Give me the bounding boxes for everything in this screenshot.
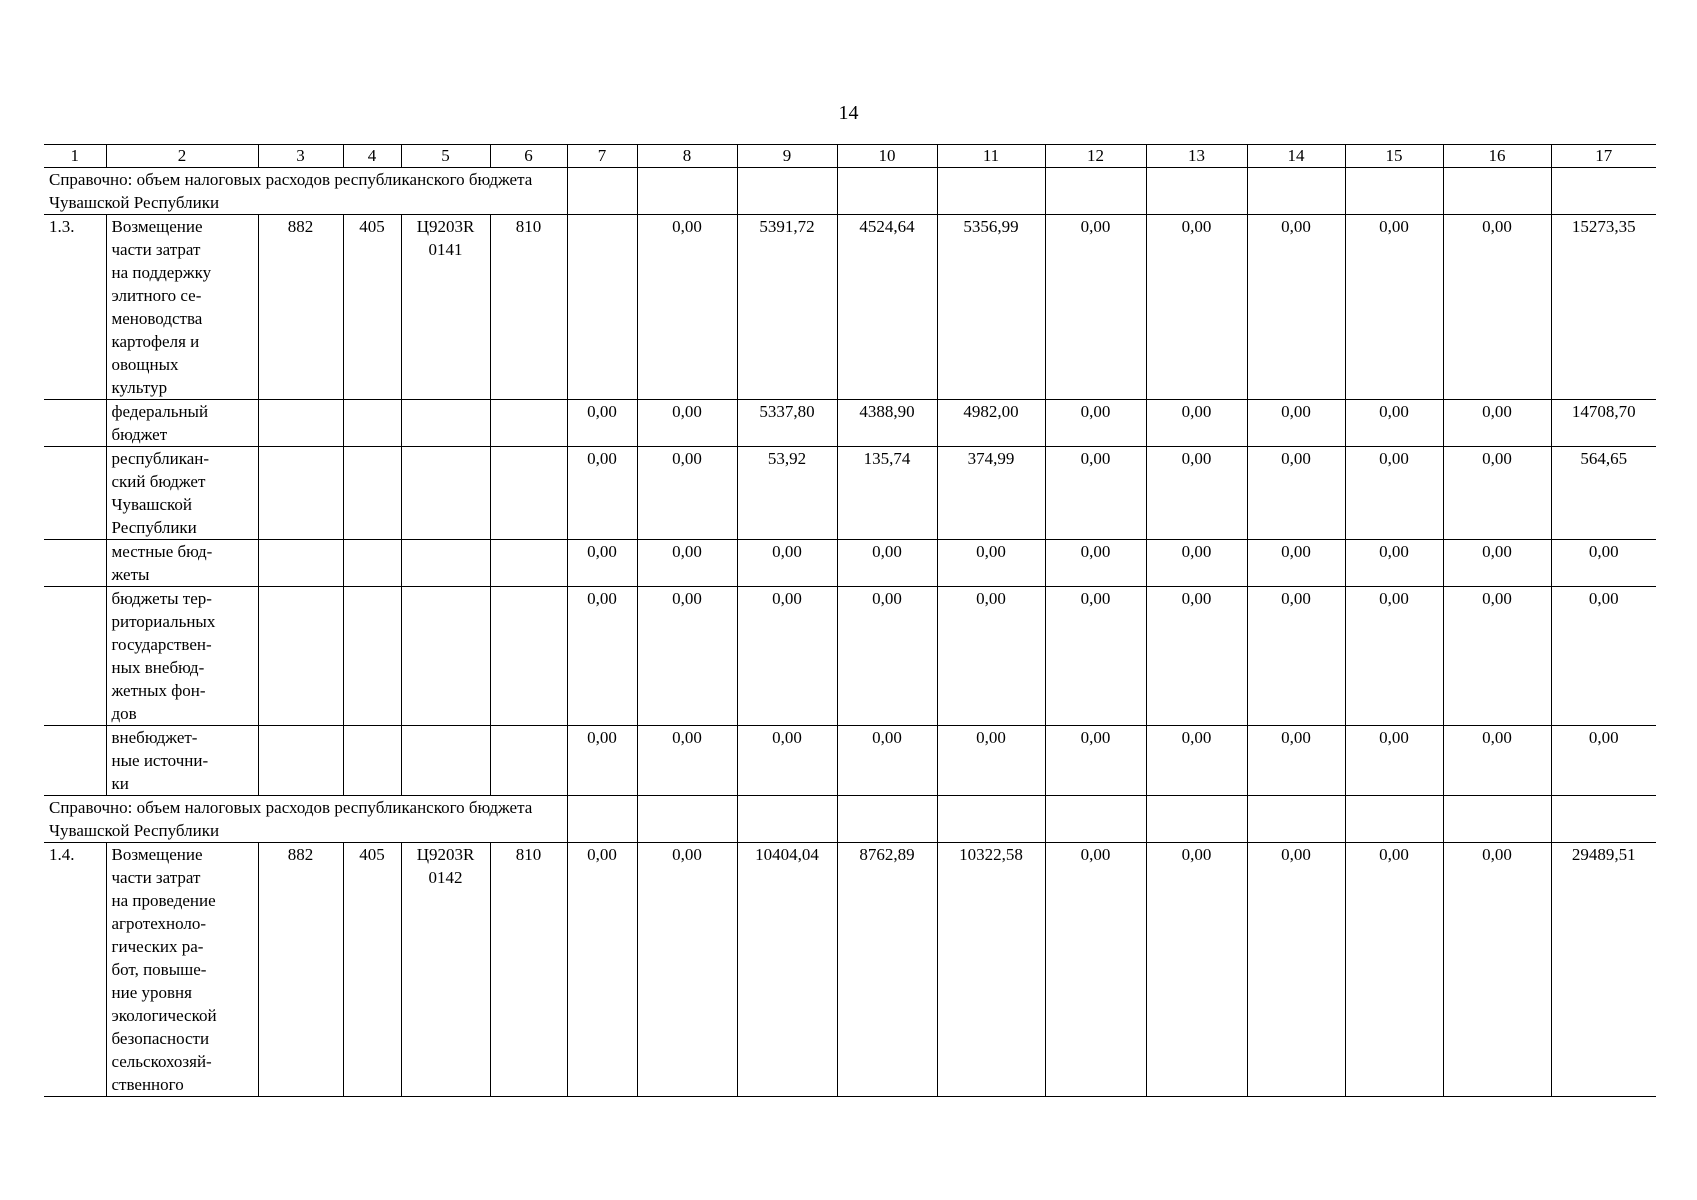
value-cell: 0,00 [1045,400,1146,447]
empty-cell [937,168,1045,215]
empty-cell [490,447,567,540]
value-cell: 0,00 [1443,843,1551,1097]
item-name-line: ственного [111,1075,184,1094]
empty-cell [343,540,401,587]
value-cell: 0,00 [1345,540,1443,587]
value-cell: 0,00 [837,726,937,796]
column-header: 3 [258,145,343,168]
column-header: 16 [1443,145,1551,168]
item-number: 1.4. [44,843,106,1097]
column-header: 14 [1247,145,1345,168]
reference-note: Справочно: объем налоговых расходов республиканского бюджета Чувашской Республики [44,168,567,215]
item-name-line: культур [111,378,168,397]
table-row [44,215,1656,400]
empty-cell [490,726,567,796]
empty-cell [343,587,401,726]
funding-source [106,540,258,587]
value-cell: 0,00 [1551,540,1656,587]
empty-cell [258,400,343,447]
value-cell: 0,00 [837,540,937,587]
item-name-line: агротехноло- [111,914,207,933]
empty-cell [401,587,490,726]
column-header: 9 [737,145,837,168]
funding-source-line: ные источни- [111,751,209,770]
value-cell [567,215,637,400]
table-row [44,843,1656,1097]
code-grbs: 882 [258,843,343,1097]
value-cell: 0,00 [1551,587,1656,726]
table-row [44,168,1656,215]
value-cell: 0,00 [637,400,737,447]
value-cell: 0,00 [1551,726,1656,796]
value-cell: 0,00 [1146,447,1247,540]
value-cell: 0,00 [737,540,837,587]
empty-cell [490,540,567,587]
empty-cell [1247,796,1345,843]
empty-cell [1146,796,1247,843]
value-cell: 0,00 [1146,400,1247,447]
value-cell: 10322,58 [937,843,1045,1097]
table-row [44,796,1656,843]
value-cell: 0,00 [567,587,637,726]
value-cell: 0,00 [1443,215,1551,400]
item-name-line: ние уровня [111,983,192,1002]
value-cell: 0,00 [1146,540,1247,587]
value-cell: 0,00 [1247,843,1345,1097]
column-header: 1 [44,145,106,168]
empty-cell [1045,168,1146,215]
item-name-line: части затрат [111,868,201,887]
value-cell: 0,00 [567,447,637,540]
funding-source-line: жеты [111,565,150,584]
value-cell: 0,00 [637,726,737,796]
code-section: 405 [343,215,401,400]
funding-source-line: бюджеты тер- [111,589,212,608]
value-cell: 4524,64 [837,215,937,400]
empty-cell [567,796,637,843]
funding-source-line: ных внебюд- [111,658,205,677]
table-row [44,540,1656,587]
value-cell: 0,00 [937,540,1045,587]
value-cell: 374,99 [937,447,1045,540]
header-row [44,145,1656,168]
value-cell: 0,00 [837,587,937,726]
empty-cell [737,168,837,215]
value-cell: 0,00 [1045,587,1146,726]
empty-cell [490,400,567,447]
funding-source [106,400,258,447]
column-header: 12 [1045,145,1146,168]
value-cell: 0,00 [1443,587,1551,726]
funding-source-line: риториальных [111,612,216,631]
column-header: 8 [637,145,737,168]
item-name-line: Возмещение [111,845,203,864]
column-header: 2 [106,145,258,168]
column-header: 7 [567,145,637,168]
funding-source-line: федеральный [111,402,209,421]
code-target-line: Ц9203R [416,217,475,236]
value-cell: 0,00 [1146,726,1247,796]
code-expense: 810 [490,843,567,1097]
value-cell: 8762,89 [837,843,937,1097]
value-cell: 0,00 [567,540,637,587]
empty-cell [1146,168,1247,215]
value-cell: 0,00 [1443,400,1551,447]
empty-cell [343,447,401,540]
value-cell: 5337,80 [737,400,837,447]
value-cell: 0,00 [637,447,737,540]
empty-cell [401,726,490,796]
empty-cell [343,400,401,447]
value-cell: 564,65 [1551,447,1656,540]
value-cell: 0,00 [1345,400,1443,447]
value-cell: 0,00 [937,726,1045,796]
item-name-line: безопасности [111,1029,210,1048]
value-cell: 0,00 [1247,726,1345,796]
code-target [401,843,490,1097]
value-cell: 0,00 [1345,447,1443,540]
value-cell: 0,00 [1345,215,1443,400]
empty-cell [837,168,937,215]
value-cell: 135,74 [837,447,937,540]
code-grbs: 882 [258,215,343,400]
empty-cell [258,447,343,540]
table-body [44,145,1656,1097]
empty-cell [1345,168,1443,215]
table-row [44,726,1656,796]
value-cell: 0,00 [1443,540,1551,587]
value-cell: 4982,00 [937,400,1045,447]
empty-cell [1443,168,1551,215]
empty-cell [637,796,737,843]
funding-source-line: республикан- [111,449,210,468]
value-cell: 0,00 [637,587,737,726]
empty-cell [737,796,837,843]
value-cell: 53,92 [737,447,837,540]
value-cell: 0,00 [737,726,837,796]
funding-source-line: государствен- [111,635,212,654]
value-cell: 0,00 [1146,587,1247,726]
value-cell: 29489,51 [1551,843,1656,1097]
funding-source-line: местные бюд- [111,542,213,561]
column-header: 17 [1551,145,1656,168]
value-cell: 0,00 [737,587,837,726]
empty-cell [567,168,637,215]
empty-cell [401,447,490,540]
item-name-line: Возмещение [111,217,203,236]
item-number: 1.3. [44,215,106,400]
value-cell: 0,00 [1045,447,1146,540]
value-cell: 0,00 [937,587,1045,726]
column-header: 11 [937,145,1045,168]
item-name-line: картофеля и [111,332,200,351]
table-row [44,400,1656,447]
value-cell: 0,00 [1045,726,1146,796]
value-cell: 0,00 [1345,726,1443,796]
funding-source [106,447,258,540]
empty-cell [258,540,343,587]
funding-source-line: внебюджет- [111,728,198,747]
item-name-line: бот, повыше- [111,960,207,979]
value-cell: 5391,72 [737,215,837,400]
column-header: 6 [490,145,567,168]
code-target [401,215,490,400]
value-cell: 0,00 [567,843,637,1097]
empty-cell [44,540,106,587]
value-cell: 0,00 [1045,843,1146,1097]
item-name [106,215,258,400]
empty-cell [343,726,401,796]
empty-cell [44,587,106,726]
item-name [106,843,258,1097]
value-cell: 0,00 [1247,447,1345,540]
value-cell: 0,00 [1443,447,1551,540]
funding-source-line: Республики [111,518,197,537]
empty-cell [1551,796,1656,843]
item-name-line: элитного се- [111,286,202,305]
value-cell: 5356,99 [937,215,1045,400]
value-cell: 0,00 [1146,215,1247,400]
funding-source-line: жетных фон- [111,681,206,700]
item-name-line: на проведение [111,891,216,910]
value-cell: 0,00 [1345,843,1443,1097]
code-expense: 810 [490,215,567,400]
value-cell: 0,00 [637,843,737,1097]
code-target-line: 0142 [428,868,463,887]
column-header: 5 [401,145,490,168]
empty-cell [401,540,490,587]
value-cell: 0,00 [567,400,637,447]
code-target-line: Ц9203R [416,845,475,864]
table-row [44,447,1656,540]
value-cell: 0,00 [637,540,737,587]
empty-cell [258,726,343,796]
item-name-line: экологической [111,1006,217,1025]
funding-source [106,726,258,796]
empty-cell [837,796,937,843]
item-name-line: части затрат [111,240,201,259]
value-cell: 4388,90 [837,400,937,447]
funding-source-line: бюджет [111,425,168,444]
column-header: 15 [1345,145,1443,168]
funding-source [106,587,258,726]
empty-cell [44,400,106,447]
value-cell: 0,00 [1443,726,1551,796]
empty-cell [258,587,343,726]
empty-cell [1345,796,1443,843]
item-name-line: сельскохозяй- [111,1052,212,1071]
empty-cell [1551,168,1656,215]
value-cell: 0,00 [1045,540,1146,587]
funding-source-line: ский бюджет [111,472,206,491]
empty-cell [1443,796,1551,843]
value-cell: 0,00 [1247,215,1345,400]
funding-source-line: ки [111,774,129,793]
page-number: 14 [838,102,859,124]
empty-cell [44,726,106,796]
value-cell: 0,00 [1345,587,1443,726]
empty-cell [937,796,1045,843]
value-cell: 0,00 [1045,215,1146,400]
value-cell: 10404,04 [737,843,837,1097]
reference-note: Справочно: объем налоговых расходов республиканского бюджета Чувашской Республики [44,796,567,843]
funding-source-line: дов [111,704,137,723]
code-target-line: 0141 [428,240,463,259]
empty-cell [401,400,490,447]
value-cell: 15273,35 [1551,215,1656,400]
item-name-line: овощных [111,355,179,374]
value-cell: 0,00 [637,215,737,400]
budget-table [44,144,1656,1097]
code-section: 405 [343,843,401,1097]
value-cell: 0,00 [1247,400,1345,447]
empty-cell [1045,796,1146,843]
value-cell: 0,00 [1247,540,1345,587]
table-row [44,587,1656,726]
empty-cell [490,587,567,726]
item-name-line: меноводства [111,309,203,328]
value-cell: 0,00 [1247,587,1345,726]
empty-cell [44,447,106,540]
empty-cell [637,168,737,215]
column-header: 13 [1146,145,1247,168]
value-cell: 0,00 [567,726,637,796]
item-name-line: гических ра- [111,937,204,956]
column-header: 4 [343,145,401,168]
value-cell: 0,00 [1146,843,1247,1097]
column-header: 10 [837,145,937,168]
item-name-line: на поддержку [111,263,212,282]
empty-cell [1247,168,1345,215]
value-cell: 14708,70 [1551,400,1656,447]
funding-source-line: Чувашской [111,495,193,514]
